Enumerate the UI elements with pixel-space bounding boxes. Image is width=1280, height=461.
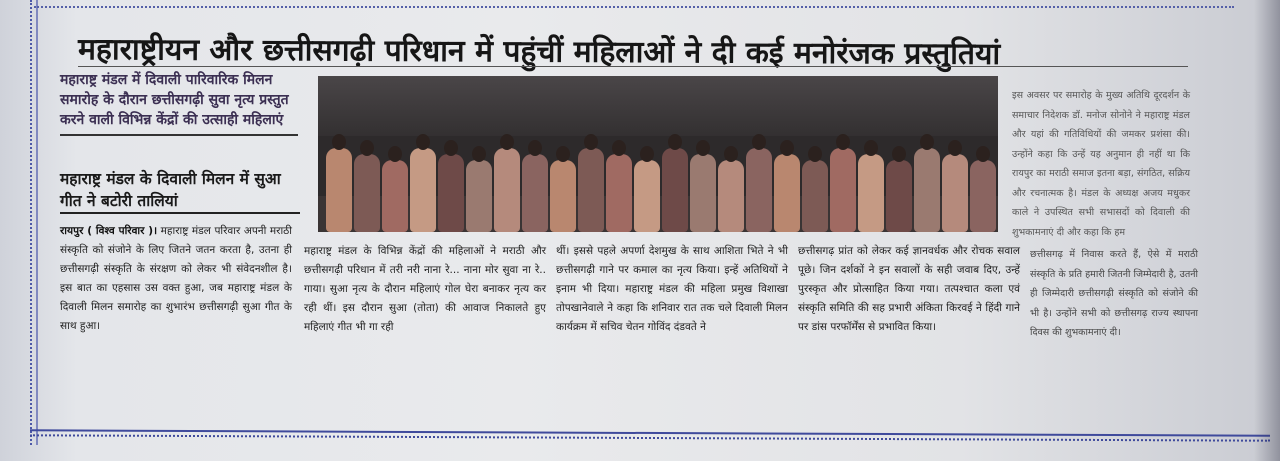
photo-figure — [494, 148, 520, 232]
caption-rule — [60, 134, 298, 136]
photo-figure — [326, 148, 352, 232]
column-4-text: छत्तीसगढ़ प्रांत को लेकर कई ज्ञानवर्धक और रोचक सवाल पूछे। जिन दर्शकों ने इन सवालों के सही जवाब दिए, उन्हें पुरस्कृत और प्रोत्साहित किया गया। तत्पश्चात कला एवं संस्कृति समिति की सह प्रभारी अंकिता किरवई ने हिंदी गाने पर डांस परफॉर्मेंस से प्रभावित किया। — [798, 245, 1020, 333]
photo-caption: महाराष्ट्र मंडल में दिवाली पारिवारिक मिलन समारोह के दौरान छत्तीसगढ़ी सुवा नृत्य प्रस्तुत करने वाली विभिन्न केंद्रों की उत्साही महिलाएं — [60, 72, 289, 128]
article-column-1 — [60, 222, 292, 336]
photo-figure — [690, 154, 716, 232]
photo-figure — [382, 160, 408, 232]
photo-figure — [466, 160, 492, 232]
photo-figure — [522, 154, 548, 232]
group-photo — [318, 76, 998, 232]
photo-figure — [914, 148, 940, 232]
photo-figure-head — [500, 134, 514, 150]
subheadline-rule — [60, 212, 300, 214]
photo-figure — [942, 154, 968, 232]
photo-background — [318, 76, 998, 136]
photo-figure-head — [472, 146, 486, 162]
photo-figure — [830, 148, 856, 232]
photo-figure-head — [808, 146, 822, 162]
photo-figure — [802, 160, 828, 232]
photo-figure — [662, 148, 688, 232]
photo-figure-head — [612, 140, 626, 156]
photo-figure-head — [920, 134, 934, 150]
column-1-text: महाराष्ट्र मंडल परिवार अपनी मराठी संस्कृति को संजोने के लिए जितने जतन करता है, उतना ही छत्तीसगढ़ी संस्कृति के संरक्षण को लेकर भी संवेदनशील है। इस बात का एहसास उस वक्त हुआ, जब महाराष्ट्र मंडल के दिवाली मिलन समारोह का शुभारंभ छत्तीसगढ़ी सुआ गीत के साथ हुआ। — [60, 225, 293, 332]
photo-figure — [970, 160, 996, 232]
photo-figure-head — [584, 134, 598, 150]
photo-figure-head — [892, 146, 906, 162]
photo-caption-box — [60, 70, 298, 160]
photo-figure-head — [668, 134, 682, 150]
column-5-text: इस अवसर पर समारोह के मुख्य अतिथि दूरदर्शन के समाचार निदेशक डॉ. मनोज सोनोने ने महाराष्ट्र मंडल और यहां की गतिविधियों की जमकर प्रशंसा की। उन्होंने कहा कि उन्हें यह अनुमान ही नहीं था कि रायपुर का मराठी समाज इतना बड़ा, संगठित, सक्रिय और रचनात्मक है। मंडल के अध्यक्ष अजय मधुकर काले ने उपस्थित सभी सभासदों को दिवाली की शुभकामनाएं दी और कहा कि हम — [1012, 90, 1190, 238]
photo-figure-head — [416, 134, 430, 150]
photo-figure-head — [556, 146, 570, 162]
photo-figure — [858, 154, 884, 232]
photo-figure — [354, 154, 380, 232]
photo-figure-head — [864, 140, 878, 156]
column-3-text: थीं। इससे पहले अपर्णा देशमुख के साथ आशिता भिते ने भी छत्तीसगढ़ी गाने पर कमाल का नृत्य किया। इन्हें अतिथियों ने इनाम भी दिया। महाराष्ट्र मंडल की महिला प्रमुख विशाखा तोपखानेवाले ने कहा कि शनिवार रात तक चले दिवाली मिलन कार्यक्रम में सचिव चेतन गोविंद दंडवते ने — [556, 245, 788, 333]
photo-figure-head — [836, 134, 850, 150]
photo-figure-head — [780, 140, 794, 156]
photo-figure-head — [640, 146, 654, 162]
photo-figure — [550, 160, 576, 232]
headline-rule — [78, 66, 1188, 67]
photo-figure-head — [360, 140, 374, 156]
headline: महाराष्ट्रीयन और छत्तीसगढ़ी परिधान में पहुंचीं महिलाओं ने दी कई मनोरंजक प्रस्तुतियां — [77, 32, 1001, 72]
photo-figure-head — [724, 146, 738, 162]
column-2-text: महाराष्ट्र मंडल के विभिन्न केंद्रों की महिलाओं ने मराठी और छत्तीसगढ़ी परिधान में तरी नरी नाना रे... नाना मोर सुवा ना रे.. गाया। सुआ नृत्य के दौरान महिलाएं गोल घेरा बनाकर नृत्य कर रही थीं। इस दौरान सुआ (तोता) की आवाज निकालते हुए महिलाएं गीत भी गा रही — [304, 245, 546, 333]
subheadline: महाराष्ट्र मंडल के दिवाली मिलन में सुआ गीत ने बटोरी तालियां — [60, 170, 281, 210]
article-column-6 — [1030, 245, 1198, 343]
photo-figure-head — [976, 146, 990, 162]
photo-figure-head — [752, 134, 766, 150]
article-column-5 — [1012, 86, 1190, 242]
photo-figure — [774, 154, 800, 232]
article-column-3 — [556, 242, 788, 337]
photo-figure — [578, 148, 604, 232]
photo-figure-head — [696, 140, 710, 156]
photo-figure — [438, 154, 464, 232]
photo-figure-head — [444, 140, 458, 156]
article-column-2 — [304, 242, 546, 337]
article-column-4 — [798, 242, 1020, 337]
photo-figure — [410, 148, 436, 232]
photo-figure — [886, 160, 912, 232]
page-border-top — [34, 6, 1234, 10]
column-6-text: छत्तीसगढ़ में निवास करते हैं, ऐसे में मराठी संस्कृति के प्रति हमारी जितनी जिम्मेदारी है, उतनी ही जिम्मेदारी छत्तीसगढ़ी संस्कृति को संजोने की भी है। उन्होंने सभी को छत्तीसगढ़ राज्य स्थापना दिवस की शुभकामनाएं दी। — [1030, 249, 1198, 338]
photo-figure-head — [528, 140, 542, 156]
photo-figure-head — [332, 134, 346, 150]
photo-figure — [718, 160, 744, 232]
photo-figure-head — [388, 146, 402, 162]
photo-figure-head — [948, 140, 962, 156]
photo-figure — [606, 154, 632, 232]
photo-figure — [746, 148, 772, 232]
dateline: रायपुर ( विश्व परिवार )। — [60, 225, 158, 237]
page-border-dotted — [30, 0, 35, 445]
page-border-line — [36, 0, 40, 445]
photo-figure — [634, 160, 660, 232]
